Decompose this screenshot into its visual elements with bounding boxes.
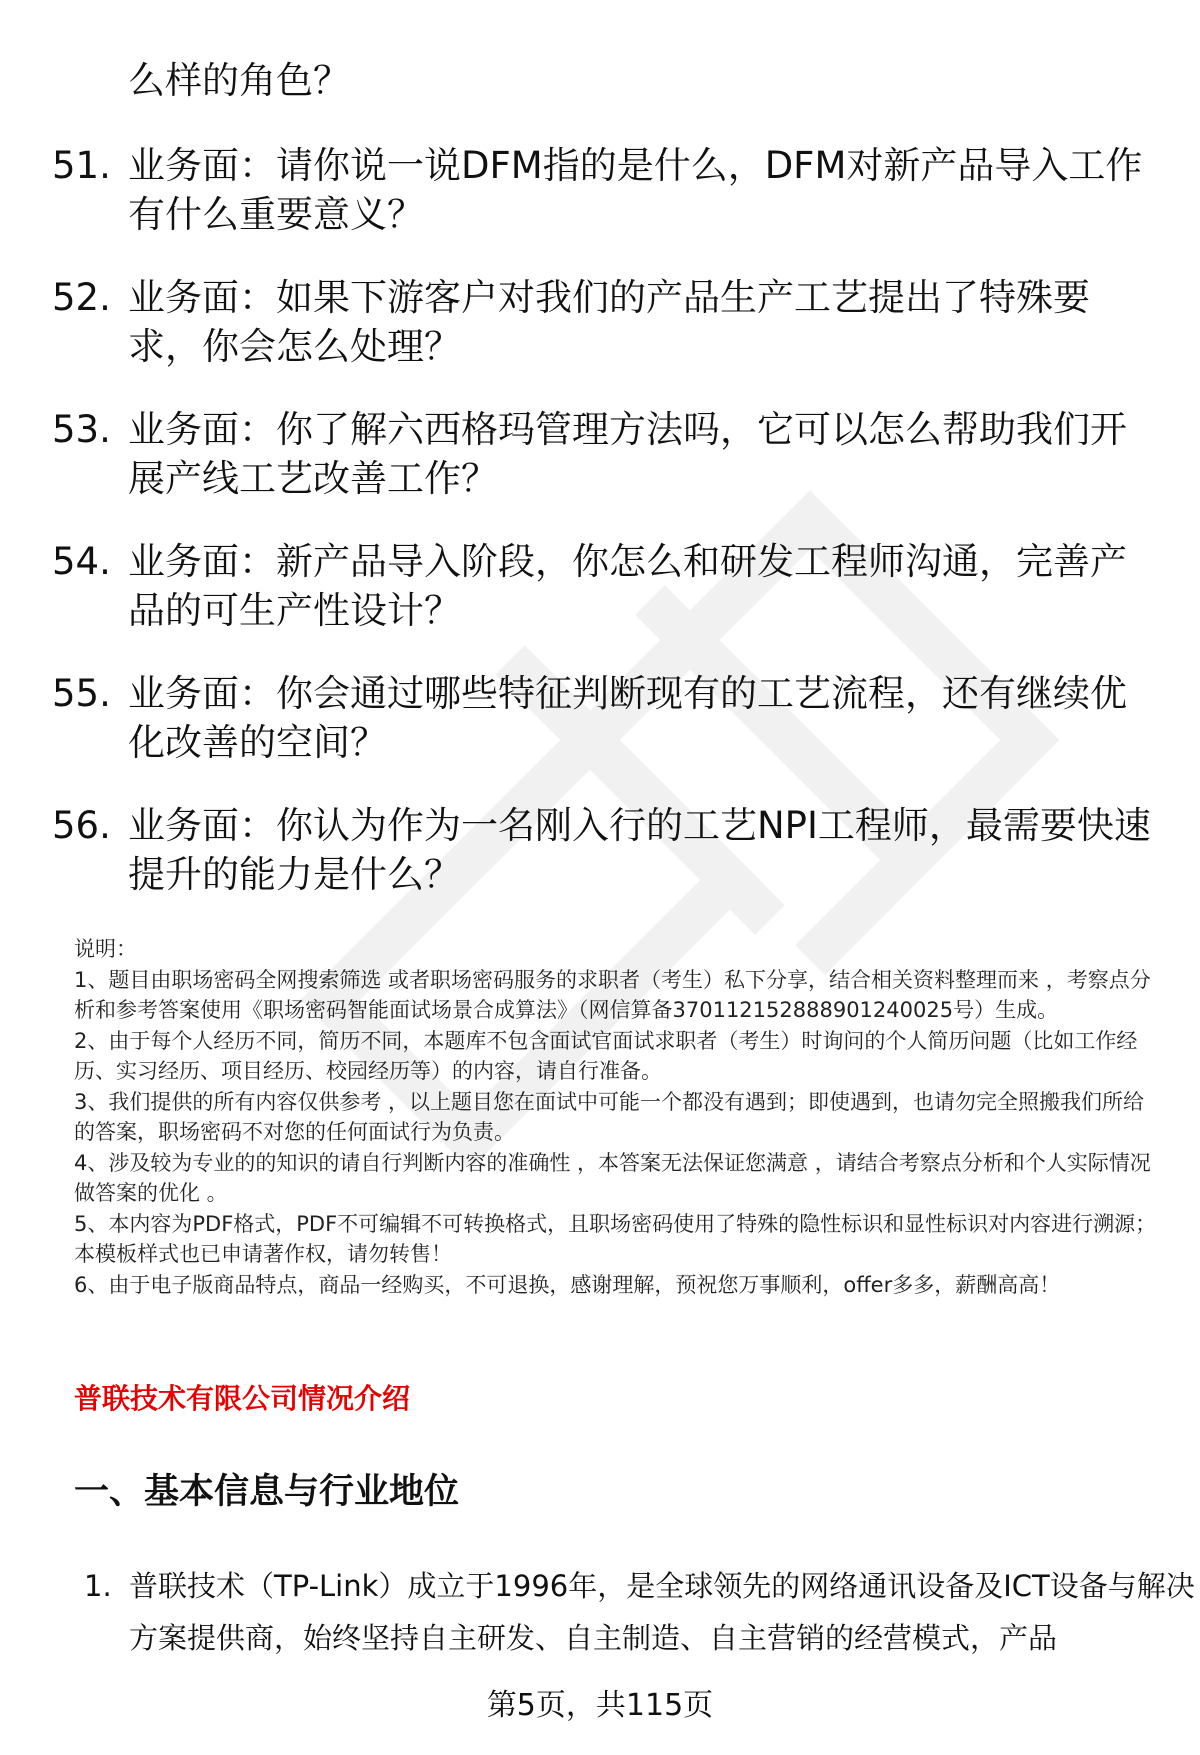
- question-number: 54.: [52, 540, 111, 583]
- question-item: [52, 537, 1162, 635]
- question-number: 52.: [52, 276, 111, 319]
- notes-line: 2、由于每个人经历不同，简历不同，本题库不包含面试官面试求职者（考生）时询问的个人简历问题（比如工作经历、实习经历、项目经历、校园经历等）的内容，请自行准备。: [74, 1028, 1138, 1083]
- question-text: 业务面：如果下游客户对我们的产品生产工艺提出了特殊要求，你会怎么处理？: [128, 276, 1090, 368]
- question-number: 51.: [52, 144, 111, 187]
- question-item: [52, 273, 1162, 371]
- intro-list-item: [84, 1560, 1200, 1664]
- question-item: [52, 141, 1162, 239]
- question-number: 56.: [52, 804, 111, 847]
- question-text: 业务面：你会通过哪些特征判断现有的工艺流程，还有继续优化改善的空间？: [128, 672, 1127, 764]
- intro-text: 普联技术（TP-Link）成立于1996年，是全球领先的网络通讯设备及ICT设备与解决方案提供商，始终坚持自主研发、自主制造、自主营销的经营模式，产品: [129, 1569, 1195, 1655]
- page-footer: 第5页，共115页: [486, 1688, 714, 1723]
- question-text: 业务面：你认为作为一名刚入行的工艺NPI工程师，最需要快速提升的能力是什么？: [128, 804, 1151, 896]
- section-heading: 一、基本信息与行业地位: [74, 1472, 460, 1512]
- question-number: 55.: [52, 672, 111, 715]
- question-item: [52, 669, 1162, 767]
- notes-line: 4、涉及较为专业的的知识的请自行判断内容的准确性 ，本答案无法保证您满意 ，请结合考察点分析和个人实际情况做答案的优化 。: [74, 1150, 1151, 1205]
- question-text: 业务面：你了解六西格玛管理方法吗，它可以怎么帮助我们开展产线工艺改善工作？: [128, 408, 1127, 500]
- notes-section: [74, 934, 1160, 1300]
- question-list: [52, 56, 1162, 933]
- company-title: 普联技术有限公司情况介绍: [74, 1382, 411, 1415]
- question-number: 53.: [52, 408, 111, 451]
- notes-line: 1、题目由职场密码全网搜索筛选 或者职场密码服务的求职者（考生）私下分享，结合相关资料整理而来 ，考察点分析和参考答案使用《职场密码智能面试场景合成算法》（网信算备370112152888901240025号）生成。: [74, 967, 1151, 1022]
- question-text: 业务面：请你说一说DFM指的是什么，DFM对新产品导入工作有什么重要意义？: [128, 144, 1143, 236]
- intro-number: 1.: [84, 1569, 112, 1603]
- question-continuation: 么样的角色？: [128, 59, 350, 102]
- notes-line: 6、由于电子版商品特点，商品一经购买，不可退换，感谢理解，预祝您万事顺利，offer多多，薪酬高高！: [74, 1272, 1061, 1297]
- notes-line: 3、我们提供的所有内容仅供参考 ，以上题目您在面试中可能一个都没有遇到；即使遇到，也请勿完全照搬我们所给的答案，职场密码不对您的任何面试行为负责。: [74, 1089, 1145, 1144]
- notes-heading: 说明：: [74, 937, 137, 961]
- question-text: 业务面：新产品导入阶段，你怎么和研发工程师沟通，完善产品的可生产性设计？: [128, 540, 1127, 632]
- notes-line: 5、本内容为PDF格式，PDF不可编辑不可转换格式，且职场密码使用了特殊的隐性标识和显性标识对内容进行溯源；本模板样式也已申请著作权，请勿转售！: [74, 1211, 1157, 1266]
- question-item: [52, 801, 1162, 899]
- question-item: [52, 405, 1162, 503]
